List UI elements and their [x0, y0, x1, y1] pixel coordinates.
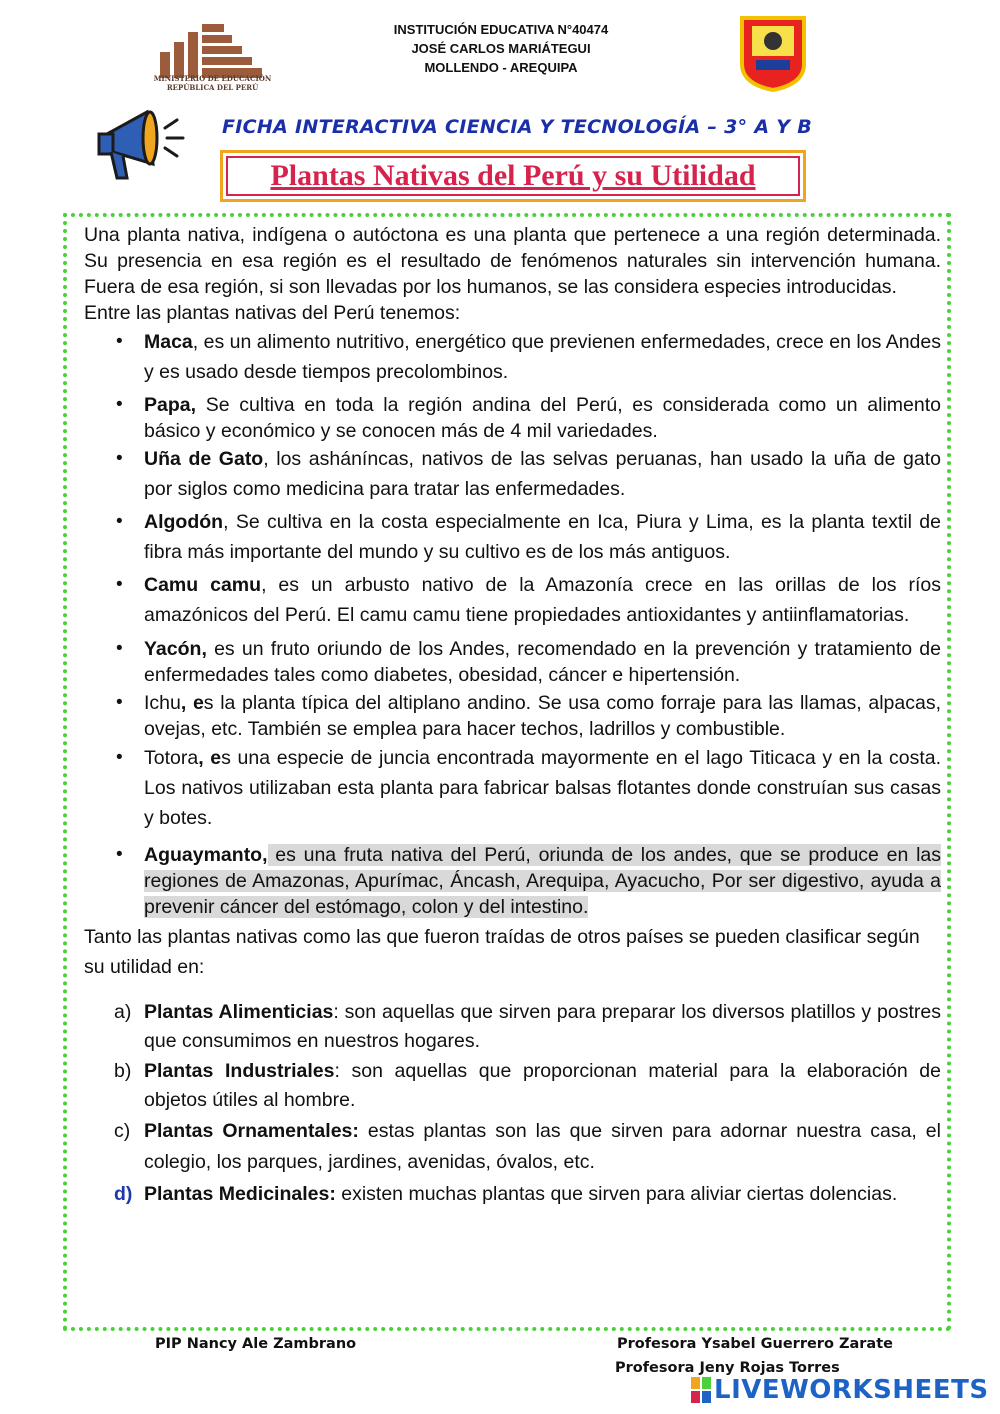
list-item-industriales	[84, 1057, 941, 1115]
ministry-logo	[150, 18, 275, 96]
school-crest-icon	[738, 14, 808, 92]
worksheet-title: FICHA INTERACTIVA CIENCIA Y TECNOLOGÍA – 3° A Y B	[222, 116, 813, 138]
plant-description: , es un alimento nutritivo, energético que previenen enfermedades, crece en los Andes y es usado desde tiempos precolombinos.	[144, 331, 941, 383]
plant-name: Yacón,	[144, 638, 207, 660]
megaphone-icon	[95, 98, 190, 186]
bullet-icon: •	[116, 692, 123, 713]
plant-description: , los asháníncas, nativos de las selvas peruanas, han usado la uña de gato por siglos como medicina para tratar las enfermedades.	[144, 448, 942, 500]
plant-name: , e	[180, 692, 204, 714]
plant-name: Aguaymanto,	[144, 844, 268, 866]
use-name: Plantas Medicinales:	[144, 1183, 336, 1205]
list-item-medicinales	[84, 1180, 941, 1209]
classification-intro: Tanto las plantas nativas como las que fueron traídas de otros países se pueden clasificar según su utilidad en:	[84, 926, 920, 978]
use-description: : son aquellas que proporcionan material para la elaboración de objetos útiles al hombre.	[144, 1060, 941, 1111]
list-marker: c)	[114, 1120, 131, 1142]
list-item-ichu	[84, 690, 941, 742]
footer-coordinator: PIP Nancy Ale Zambrano	[155, 1336, 357, 1352]
plant-name: Camu camu	[144, 574, 262, 596]
list-item-aguaymanto	[84, 842, 941, 920]
school-header	[320, 20, 682, 77]
bullet-icon: •	[116, 394, 123, 415]
institution-line3: MOLLENDO - AREQUIPA	[424, 60, 578, 75]
use-name: Plantas Alimenticias	[144, 1001, 334, 1023]
plant-description: s una especie de juncia encontrada mayormente en el lago Titicaca y en la costa. Los nativos utilizaban esta planta para fabricar balsas flotantes donde construían sus casas y botes.	[144, 747, 942, 829]
use-description: existen muchas plantas que sirven para aliviar ciertas dolencias.	[335, 1183, 898, 1205]
list-item-alimenticias	[84, 998, 941, 1056]
plant-description: , Se cultiva en la costa especialmente en Ica, Piura y Lima, es la planta textil de fibra más importante del mundo y su cultivo es de los más antiguos.	[144, 511, 941, 563]
plant-description-highlighted: es una fruta nativa del Perú, oriunda de los andes, que se produce en las regiones de Amazonas, Apurímac, Áncash, Arequipa, Ayacucho, Por ser digestivo, ayuda a prevenir cáncer del estómago, colon y del intestino.	[144, 844, 941, 918]
plant-description: Se cultiva en toda la región andina del Perú, es considerada como un alimento básico y económico y se conocen más de 4 mil variedades.	[144, 394, 941, 442]
liveworksheets-logo[interactable]	[690, 1372, 990, 1408]
list-item-algodon	[84, 507, 941, 567]
plant-description: , es un arbusto nativo de la Amazonía crece en las orillas de los ríos amazónicos del Perú. El camu camu tiene propiedades antioxidantes y antiinflamatorias.	[144, 574, 941, 626]
liveworksheets-brand: LIVEWORKSHEETS	[714, 1375, 989, 1405]
plant-description: s la planta típica del altiplano andino. Se usa como forraje para las llamas, alpacas, ovejas, etc. También se emplea para hacer techos, ladrillos y combustible.	[144, 692, 942, 740]
plant-name: , e	[198, 747, 222, 769]
list-item-ornamentales	[84, 1116, 941, 1178]
list-item-maca	[84, 327, 941, 387]
native-plants-list	[84, 327, 941, 920]
list-marker: b)	[114, 1060, 132, 1082]
bullet-icon: •	[116, 747, 123, 768]
use-description: : son aquellas que sirven para preparar los diversos platillos y postres que consumimos en nuestros hogares.	[144, 1001, 941, 1052]
uses-list	[84, 998, 941, 1209]
plant-name: Maca	[144, 331, 193, 353]
plant-name: Algodón	[144, 511, 224, 533]
ministry-logo-line2: REPÚBLICA DEL PERÚ	[166, 83, 259, 92]
footer-teacher-1: Profesora Ysabel Guerrero Zarate	[617, 1336, 893, 1352]
use-name: Plantas Industriales	[144, 1060, 335, 1082]
bullet-icon: •	[116, 511, 123, 532]
topic-title: Plantas Nativas del Perú y su Utilidad	[270, 159, 756, 192]
use-description: estas plantas son las que sirven para adornar nuestra casa, el colegio, los parques, jardines, avenidas, óvalos, etc.	[144, 1120, 941, 1173]
bullet-icon: •	[116, 448, 123, 469]
list-item-una-de-gato	[84, 444, 941, 504]
liveworksheets-icon	[690, 1375, 712, 1405]
list-item-camu-camu	[84, 570, 941, 630]
list-marker: d)	[114, 1183, 133, 1205]
ministry-logo-line1: MINISTERIO DE EDUCACIÓN	[153, 74, 272, 83]
use-name: Plantas Ornamentales:	[144, 1120, 359, 1142]
list-intro: Entre las plantas nativas del Perú tenemos:	[84, 302, 461, 324]
bullet-icon: •	[116, 331, 123, 352]
plant-name-plain: Ichu	[144, 692, 181, 714]
institution-line1: INSTITUCIÓN EDUCATIVA N°40474	[393, 22, 609, 37]
content-body	[84, 222, 941, 1209]
plant-name: Uña de Gato	[144, 448, 264, 470]
plant-name: Papa,	[144, 394, 197, 416]
institution-line2: JOSÉ CARLOS MARIÁTEGUI	[411, 41, 591, 56]
list-item-totora	[84, 743, 941, 833]
bullet-icon: •	[116, 844, 123, 865]
bullet-icon: •	[116, 574, 123, 595]
list-marker: a)	[114, 1001, 132, 1023]
plant-name-plain: Totora	[144, 747, 199, 769]
bullet-icon: •	[116, 638, 123, 659]
footer-teacher-2: Profesora Jeny Rojas Torres	[615, 1360, 840, 1376]
topic-title-box	[220, 150, 806, 202]
intro-paragraph: Una planta nativa, indígena o autóctona es una planta que pertenece a una región determinada. Su presencia en esa región es el resultado de fenómenos naturales sin intervención humana. Fuera de esa región, si son llevadas por los humanos, se las considera especies introducidas.	[84, 224, 941, 298]
list-item-papa	[84, 392, 941, 444]
plant-description: es un fruto oriundo de los Andes, recomendado en la prevención y tratamiento de enfermedades tales como diabetes, obesidad, cáncer e hipertensión.	[144, 638, 941, 686]
list-item-yacon	[84, 636, 941, 688]
